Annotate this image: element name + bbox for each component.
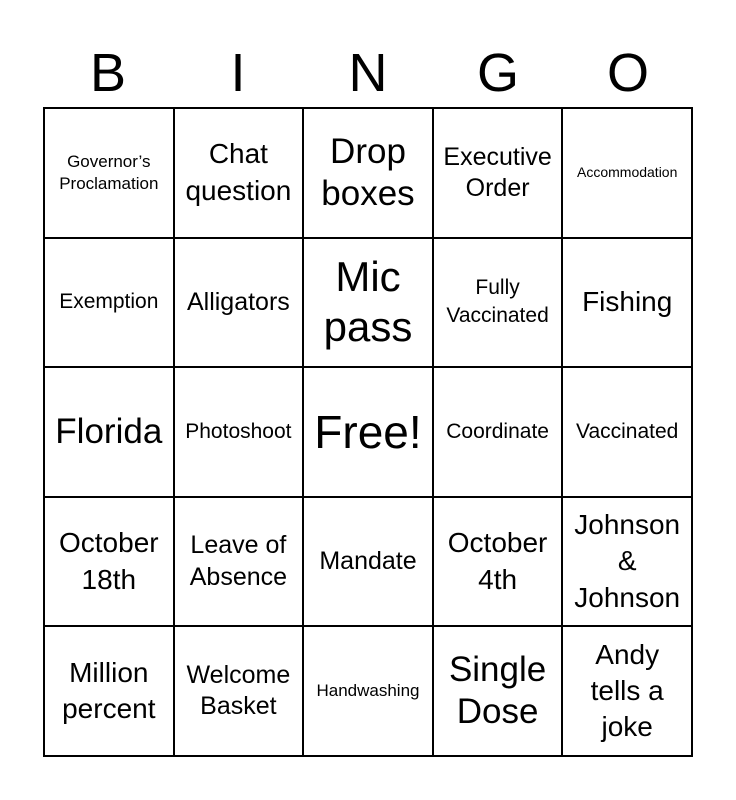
cell-label: Alligators — [186, 287, 290, 316]
bingo-cell-r2-c3[interactable] — [303, 238, 433, 368]
bingo-cell-r5-c2[interactable] — [174, 626, 304, 756]
bingo-cell-r4-c1[interactable] — [44, 497, 174, 627]
free-space-label: Free! — [314, 405, 422, 458]
cell-label: Fishing — [582, 286, 673, 318]
cell-label: Photoshoot — [185, 419, 292, 443]
cell-label: Single Dose — [448, 650, 547, 732]
header-letter-o: O — [606, 43, 649, 103]
bingo-cell-r5-c1[interactable] — [44, 626, 174, 756]
cell-label: Johnson & Johnson — [574, 509, 681, 613]
cell-label: Welcome Basket — [186, 660, 291, 721]
bingo-cell-r2-c5[interactable] — [562, 238, 692, 368]
cell-label: Executive Order — [443, 142, 552, 202]
cell-label: Coordinate — [446, 419, 549, 443]
bingo-cell-r1-c3[interactable] — [303, 108, 433, 238]
cell-label: Handwashing — [316, 681, 420, 701]
bingo-cell-r1-c1[interactable] — [44, 108, 174, 238]
cell-label: October 18th — [58, 527, 159, 595]
cell-label: Fully Vaccinated — [446, 276, 549, 328]
cell-label: Leave of Absence — [189, 531, 288, 591]
bingo-cell-r5-c4[interactable] — [433, 626, 563, 756]
cell-label: Chat question — [185, 138, 292, 206]
cell-label: Drop boxes — [321, 131, 415, 213]
bingo-cell-r4-c4[interactable] — [433, 497, 563, 627]
bingo-cell-r1-c4[interactable] — [433, 108, 563, 238]
bingo-grid — [43, 107, 693, 757]
header-letter-i: I — [230, 43, 246, 103]
bingo-cell-r4-c2[interactable] — [174, 497, 304, 627]
header-letter-b: B — [89, 43, 127, 103]
bingo-cell-r3-c2[interactable] — [174, 367, 304, 497]
bingo-cell-r1-c5[interactable] — [562, 108, 692, 238]
bingo-cell-r2-c2[interactable] — [174, 238, 304, 368]
cell-label: Million percent — [62, 656, 156, 725]
bingo-cell-r4-c3[interactable] — [303, 497, 433, 627]
cell-label: October 4th — [447, 527, 548, 595]
bingo-cell-r3-c4[interactable] — [433, 367, 563, 497]
bingo-cell-r5-c3[interactable] — [303, 626, 433, 756]
bingo-cell-r3-c1[interactable] — [44, 367, 174, 497]
cell-label: Governor’s Proclamation — [59, 151, 159, 193]
cell-label: Vaccinated — [576, 419, 679, 443]
bingo-cell-r5-c5[interactable] — [562, 626, 692, 756]
bingo-header — [43, 40, 693, 106]
header-letter-n: N — [348, 43, 388, 103]
bingo-cell-r1-c2[interactable] — [174, 108, 304, 238]
bingo-cell-r2-c4[interactable] — [433, 238, 563, 368]
cell-label: Andy tells a joke — [590, 638, 664, 743]
cell-label: Mic pass — [323, 253, 413, 351]
bingo-cell-r3-c5[interactable] — [562, 367, 692, 497]
cell-label: Florida — [55, 411, 163, 451]
bingo-cell-r4-c5[interactable] — [562, 497, 692, 627]
cell-label: Mandate — [319, 546, 417, 575]
bingo-cell-free[interactable] — [303, 367, 433, 497]
cell-label: Accommodation — [577, 164, 678, 181]
cell-label: Exemption — [59, 290, 159, 314]
header-letter-g: G — [476, 43, 519, 103]
bingo-cell-r2-c1[interactable] — [44, 238, 174, 368]
